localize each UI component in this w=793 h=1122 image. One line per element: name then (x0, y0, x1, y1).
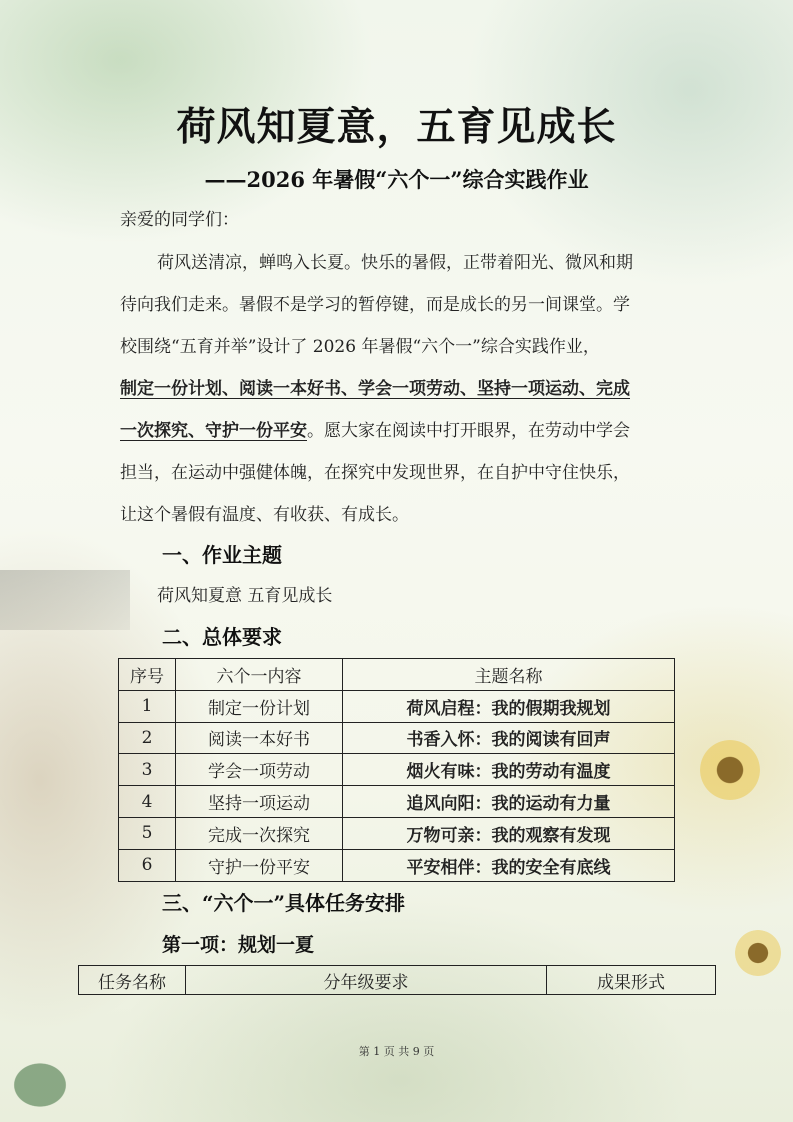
table-header-cell: 主题名称 (343, 659, 675, 691)
task-table (78, 965, 716, 995)
table-cell-index: 3 (119, 754, 176, 786)
paragraph-text: 。愿大家在阅读中打开眼界，在劳动中学会 (307, 421, 630, 441)
sunflower-decoration (700, 740, 760, 800)
table-cell-index: 5 (119, 817, 176, 849)
paragraph-highlight: 一次探究、守护一份平安 (120, 421, 307, 441)
sunflower-decoration (735, 930, 781, 976)
paragraph-line (120, 419, 630, 443)
table-row (119, 722, 675, 754)
table-header-cell: 分年级要求 (186, 966, 547, 995)
table-header-row (119, 659, 675, 691)
section-heading-theme: 一、作业主题 (162, 543, 282, 567)
page-title: 荷风知夏意，五育见成长 (176, 104, 617, 150)
paragraph-line: 待向我们走来。暑假不是学习的暂停键，而是成长的另一间课堂。学 (120, 295, 630, 315)
task-item-heading: 第一项：规划一夏 (162, 934, 315, 956)
table-cell-theme: 万物可亲：我的观察有发现 (343, 817, 675, 849)
table-cell-content: 坚持一项运动 (176, 786, 343, 818)
table-cell-theme: 烟火有味：我的劳动有温度 (343, 754, 675, 786)
table-row (119, 754, 675, 786)
table-header-cell: 任务名称 (79, 966, 186, 995)
table-row (119, 786, 675, 818)
watermelon-decoration (10, 1060, 70, 1110)
table-cell-content: 学会一项劳动 (176, 754, 343, 786)
greeting: 亲爱的同学们： (120, 210, 239, 230)
table-cell-theme: 平安相伴：我的安全有底线 (343, 849, 675, 881)
table-header-cell: 成果形式 (547, 966, 716, 995)
paragraph-line: 让这个暑假有温度、有收获、有成长。 (120, 505, 409, 525)
table-cell-theme: 书香入怀：我的阅读有回声 (343, 722, 675, 754)
table-cell-theme: 追风向阳：我的运动有力量 (343, 786, 675, 818)
table-cell-index: 1 (119, 690, 176, 722)
table-cell-content: 阅读一本好书 (176, 722, 343, 754)
table-cell-content: 守护一份平安 (176, 849, 343, 881)
table-header-row (79, 966, 716, 995)
table-cell-index: 4 (119, 786, 176, 818)
paragraph-line: 校围绕“五育并举”设计了 2026 年暑假“六个一”综合实践作业， (120, 337, 600, 357)
table-header-cell: 六个一内容 (176, 659, 343, 691)
section-heading-tasks: 三、“六个一”具体任务安排 (162, 891, 406, 915)
table-row (119, 817, 675, 849)
table-cell-index: 2 (119, 722, 176, 754)
table-row (119, 690, 675, 722)
table-header-cell: 序号 (119, 659, 176, 691)
paragraph-line-highlight: 制定一份计划、阅读一本好书、学会一项劳动、坚持一项运动、完成 (120, 379, 630, 399)
paragraph-line: 担当，在运动中强健体魄，在探究中发现世界，在自护中守住快乐， (120, 463, 630, 483)
table-row (119, 849, 675, 881)
table-cell-index: 6 (119, 849, 176, 881)
requirements-table (118, 658, 675, 882)
table-cell-content: 制定一份计划 (176, 690, 343, 722)
paragraph-line: 荷风送清凉，蝉鸣入长夏。快乐的暑假，正带着阳光、微风和期 (157, 253, 633, 273)
theme-text: 荷风知夏意 五育见成长 (157, 586, 333, 606)
house-roof-decoration (0, 570, 130, 630)
table-cell-theme: 荷风启程：我的假期我规划 (343, 690, 675, 722)
table-cell-content: 完成一次探究 (176, 817, 343, 849)
section-heading-requirements: 二、总体要求 (162, 625, 282, 649)
page-footer: 第 1 页 共 9 页 (358, 1045, 435, 1058)
page-subtitle: ——2026 年暑假“六个一”综合实践作业 (204, 167, 589, 192)
